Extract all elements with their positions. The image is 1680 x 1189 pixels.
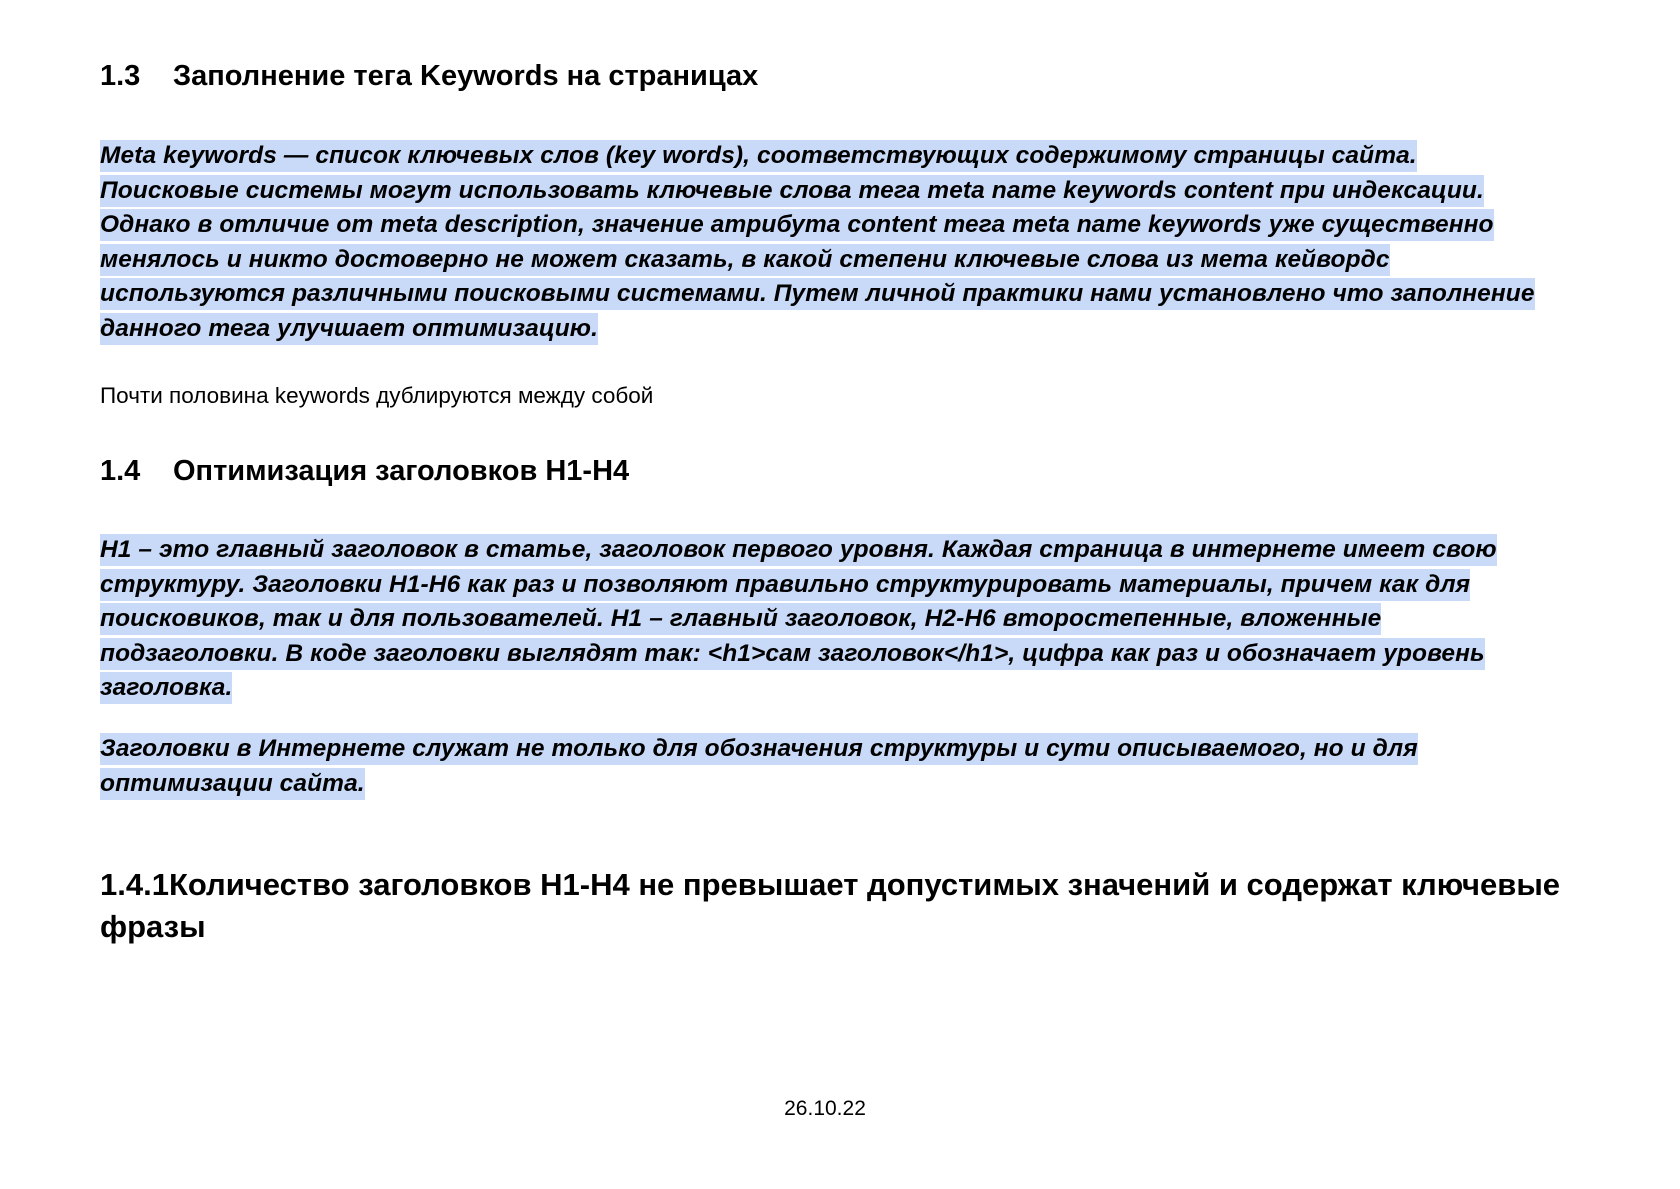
heading-1-4: [100, 451, 629, 491]
keywords-note: Почти половина keywords дублируются между собой: [100, 383, 654, 408]
headings-paragraph-1: [100, 533, 1560, 706]
keywords-paragraph-text: Meta keywords — список ключевых слов (key words), соответствующих содержимому страницы сайта. Поисковые системы могут использовать ключевые слова тега meta name keywords content при индексации. Однако в отличие от meta description, значение атрибута content тега meta name keywords уже существенно менялось и никто достоверно не может сказать, в какой степени ключевые слова из мета кейвордс используются различными поисковыми системами. Путем личной практики нами установлено что заполнение данного тега улучшает оптимизацию.: [100, 140, 1535, 345]
footer-date: 26.10.22: [784, 1097, 866, 1120]
heading-1-3: [100, 56, 758, 96]
heading-1-3-number: 1.3: [100, 60, 141, 92]
keywords-paragraph: [100, 139, 1560, 347]
heading-1-4-1: 1.4.1Количество заголовков H1-H4 не превышает допустимых значений и содержат ключевые фразы: [100, 867, 1561, 944]
heading-1-4-title: Оптимизация заголовков H1-H4: [173, 455, 630, 487]
headings-paragraph-2: [100, 732, 1560, 801]
headings-paragraph-2-text: Заголовки в Интернете служат не только для обозначения структуры и сути описываемого, но и для оптимизации сайта.: [100, 733, 1418, 800]
heading-1-4-number: 1.4: [100, 455, 141, 487]
heading-1-3-title: Заполнение тега Keywords на страницах: [173, 60, 759, 92]
headings-paragraph-1-text: H1 – это главный заголовок в статье, заголовок первого уровня. Каждая страница в интернете имеет свою структуру. Заголовки H1-H6 как раз и позволяют правильно структурировать материалы, причем как для поисковиков, так и для пользователей. H1 – главный заголовок, H2-H6 второстепенные, вложенные подзаголовки. В коде заголовки выглядят так: <h1>сам заголовок</h1>, цифра как раз и обозначает уровень заголовка.: [100, 534, 1497, 704]
